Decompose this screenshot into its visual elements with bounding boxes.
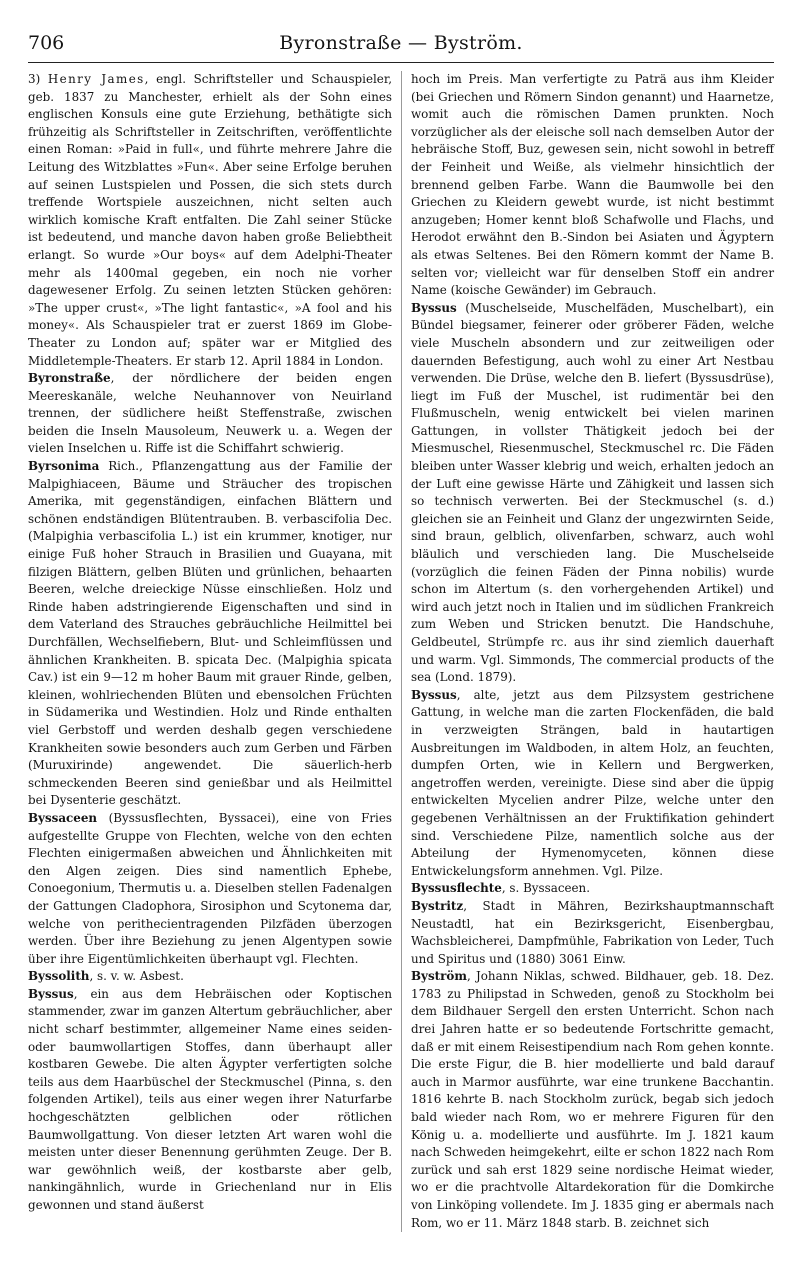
entry-body-text: , der nördlichere der beiden engen Meereskanäle, welche Neuhannover von Neuirland trennen, der südlichere heißt Steffenstraße, zwischen beiden die Inseln Mausoleum, Neuwerk u. a. Wegen der vielen Inselchen u. Riffe ist die Schiffahrt schwierig. (28, 371, 392, 456)
entry-byssus2 (411, 300, 774, 687)
entry-body-text: , engl. Schriftsteller und Schauspieler, geb. 1837 zu Manchester, erhielt als der Sohn eines englischen Konsuls eine gute Erziehung, bethätigte sich frühzeitig als Schriftsteller in Zeitschriften, veröffentlichte einen Roman: »Paid in full«, und führte mehrere Jahre die Leitung des Witzblattes »Fun«. Aber seine Erfolge beruhen auf seinen Lustspielen und Possen, die sich stets durch treffende Wortspiele auszeichnen, nicht selten auch wirklich komische Kraft entfalten. Die Zahl seiner Stücke ist bedeutend, und manche davon haben große Beliebtheit erlangt. So wurde »Our boys« auf dem Adelphi-Theater mehr als 1400mal gegeben, ein noch nie vorher dagewesener Erfolg. Zu seinen letzten Stücken gehören: »The upper crust«, »The light fantastic«, »A fool and his money«. Als Schauspieler trat er zuerst 1869 im Globe-Theater zu London auf; später war er Mitglied des Middletemple-Theaters. Er starb 12. April 1884 in London. (28, 72, 392, 368)
entry-headword: Byssolith (28, 969, 90, 984)
page-number: 706 (28, 32, 65, 54)
entry-body-text: (Muschelseide, Muschelfäden, Muschelbart), ein Bündel biegsamer, feinerer oder gröberer Fäden, welche viele Muscheln absondern und zur zeitweiligen oder dauernden Befestigung, auch wohl zu einer Art Nestbau verwenden. Die Drüse, welche den B. liefert (Byssusdrüse), liegt im Fuß der Muschel, ist rudimentär bei den Flußmuscheln, wenig entwickelt bei vielen marinen Gattungen, in vollster Thätigkeit jedoch bei der Miesmuschel, Riesenmuschel, Steckmuschel rc. Die Fäden bleiben unter Wasser klebrig und weich, erhalten jedoch an der Luft eine gewisse Härte und Zähigkeit und lassen sich so technisch verwerten. Bei der Steckmuschel (s. d.) gleichen sie an Feinheit und Glanz der ungezwirnten Seide, sind braun, gelblich, olivenfarben, schwarz, auch wohl bläulich und verschieden lang. Die Muschelseide (vorzüglich die feinen Fäden der Pinna nobilis) wurde schon im Altertum (s. den vorhergehenden Artikel) und wird auch jetzt noch in Italien und im südlichen Frankreich zum Weben und Stricken benutzt. Die Handschuhe, Geldbeutel, Strümpfe rc. aus ihr sind ziemlich dauerhaft und warm. Vgl. Simmonds, The commercial products of the sea (Lond. 1879). (411, 300, 774, 685)
right-column (401, 71, 774, 1232)
entry-body-text: Rich., Pflanzengattung aus der Familie der Malpighiaceen, Bäume und Sträucher des tropischen Amerika, mit gegenständigen, einfachen Blättern und schönen endständigen Blütentrauben. B. verbascifolia Dec. (Malpighia verbascifolia L.) ist ein krummer, knotiger, nur einige Fuß hoher Strauch in Brasilien und Guayana, mit filzigen Blättern, gelben Blüten und grünlichen, behaarten Beeren, welche dreieckige Nüsse einschließen. Holz und Rinde haben adstringierende Eigenschaften und sind in dem Vaterland des Strauches gebräuchliche Heilmittel bei Durchfällen, Wechselfiebern, Blut- und Schleimflüssen und ähnlichen Krankheiten. B. spicata Dec. (Malpighia spicata Cav.) ist ein 9—12 m hoher Baum mit grauer Rinde, gelben, kleinen, wohlriechenden Blüten und ebensolchen Früchten in Südamerika und Westindien. Holz und Rinde enthalten viel Gerbstoff und werden deshalb gegen verschiedene Krankheiten sowie besonders auch zum Gerben und Färben (Muruxirinde) angewendet. Die säuerlich-herb schmeckenden Beeren sind genießbar und als Heilmittel bei Dysenterie geschätzt. (28, 459, 392, 808)
entry-body-text: , ein aus dem Hebräischen oder Koptischen stammender, zwar im ganzen Altertum gebräuchlicher, aber nicht scharf bestimmter, allgemeiner Name eines seiden- oder baumwollartigen Stoffes, dann überhaupt aller kostbaren Gewebe. Die alten Ägypter verfertigten solche teils aus dem Haarbüschel der Steckmuschel (Pinna, s. den folgenden Artikel), teils aus einer wegen ihrer Naturfarbe hochgeschätzten gelblichen oder rötlichen Baumwollgattung. Von dieser letzten Art waren wohl die meisten unter dieser Benennung gerühmten Zeuge. Der B. war gewöhnlich weiß, der kostbarste aber gelb, nankingähnlich, wurde in Griechenland nur in Elis gewonnen und stand äußerst (28, 986, 392, 1212)
entry-byronstrasse (28, 370, 392, 458)
entry-body-text: hoch im Preis. Man verfertigte zu Paträ aus ihm Kleider (bei Griechen und Römern Sindon genannt) und Haarnetze, womit auch die römischen Damen prunkten. Noch vorzüglicher als der eleische soll nach demselben Autor der hebräische Stoff, Buz, gewesen sein, nicht sowohl in betreff der Feinheit und Weiße, als vielmehr hinsichtlich der brennend gelben Farbe. Wann die Baumwolle bei den Griechen zu Kleidern gewebt wurde, ist nicht bestimmt anzugeben; Homer kennt bloß Schafwolle und Flachs, und Herodot erwähnt den B.-Sindon bei Asiaten und Ägyptern als etwas Seltenes. Bei den Römern kommt der Name B. selten vor; vielleicht war für denselben Stoff ein andrer Name (koische Gewänder) im Gebrauch. (411, 72, 774, 298)
entry-byssus3 (411, 687, 774, 881)
entry-byssaceen (28, 810, 392, 968)
entry-headword: Byrsonima (28, 459, 100, 474)
entry-byssus1-cont (411, 71, 774, 300)
entry-body-text: , s. v. w. Asbest. (89, 969, 184, 984)
entry-body-text: , Stadt in Mähren, Bezirkshauptmannschaft Neustadtl, hat ein Bezirksgericht, Eisenbergbau, Wachsbleicherei, Dampfmühle, Fabrikation von Leder, Tuch und Spiritus und (1880) 3061 Einw. (411, 898, 774, 966)
entry-headword: Byssus (411, 687, 457, 702)
entry-bystroem (411, 968, 774, 1232)
running-title: Byronstraße — Byström. (279, 32, 523, 54)
entry-james (28, 71, 392, 370)
entry-number: 3) (28, 72, 48, 86)
entry-byssusflechte (411, 880, 774, 898)
page-header (28, 32, 774, 63)
text-columns (28, 71, 774, 1232)
entry-headword: Byronstraße (28, 371, 111, 386)
entry-bystritz (411, 898, 774, 968)
entry-byrsonima (28, 458, 392, 810)
entry-body-text: , s. Byssaceen. (501, 881, 590, 896)
entry-headword: Byssaceen (28, 810, 98, 825)
entry-headword: Byssus (411, 300, 457, 315)
entry-byssolith (28, 968, 392, 986)
entry-headword: Byssusflechte (411, 881, 502, 896)
entry-headword: Henry James (47, 72, 145, 86)
entry-headword: Bystritz (411, 898, 464, 913)
left-column (28, 71, 401, 1232)
entry-byssus1 (28, 986, 392, 1215)
entry-body-text: , Johann Niklas, schwed. Bildhauer, geb. 18. Dez. 1783 zu Philipstad in Schweden, genoß zu Stockholm bei dem Bildhauer Sergell den ersten Unterricht. Schon nach drei Jahren hatte er so bedeutende Fortschritte gemacht, daß er mit einem Reisestipendium nach Rom gehen konnte. Die erste Figur, die B. hier modellierte und bald darauf auch in Marmor ausführte, war eine trunkene Bacchantin. 1816 kehrte B. nach Stockholm zurück, begab sich jedoch bald wieder nach Rom, wo er mehrere Figuren für den König u. a. modellierte und ausführte. Im J. 1821 kaum nach Schweden heimgekehrt, eilte er schon 1822 nach Rom zurück und sah erst 1829 seine nordische Heimat wieder, wo er die prachtvolle Altardekoration für die Domkirche von Linköping vollendete. Im J. 1835 ging er abermals nach Rom, wo er 11. März 1848 starb. B. zeichnet sich (411, 969, 774, 1230)
entry-body-text: (Byssusflechten, Byssacei), eine von Fries aufgestellte Gruppe von Flechten, welche von den echten Flechten einigermaßen abweichen und Ähnlichkeiten mit den Algen zeigen. Dies sind namentlich Ephebe, Conoegonium, Thermutis u. a. Dieselben stellen Fadenalgen der Gattungen Cladophora, Sirosiphon und Scytonema dar, welche von perithecientragenden Pilzfäden überzogen werden. Über ihre Beziehung zu jenen Algentypen sowie über ihre Eigentümlichkeiten überhaupt vgl. Flechten. (28, 810, 392, 966)
entry-body-text: , alte, jetzt aus dem Pilzsystem gestrichene Gattung, in welche man die zarten Flockenfäden, die bald in verzweigten Strängen, bald in hautartigen Ausbreitungen im Waldboden, in altem Holz, an feuchten, dumpfen Orten, wie in Kellern und Bergwerken, angetroffen werden, vereinigte. Diese sind aber die üppig entwickelten Mycelien andrer Pilze, welche unter den gegebenen Verhältnissen an der Fruktifikation gehindert sind. Verschiedene Pilze, namentlich solche aus der Abteilung der Hymenomyceten, können diese Entwickelungsform annehmen. Vgl. Pilze. (411, 687, 774, 878)
entry-headword: Byström (411, 969, 467, 984)
entry-headword: Byssus (28, 986, 74, 1001)
